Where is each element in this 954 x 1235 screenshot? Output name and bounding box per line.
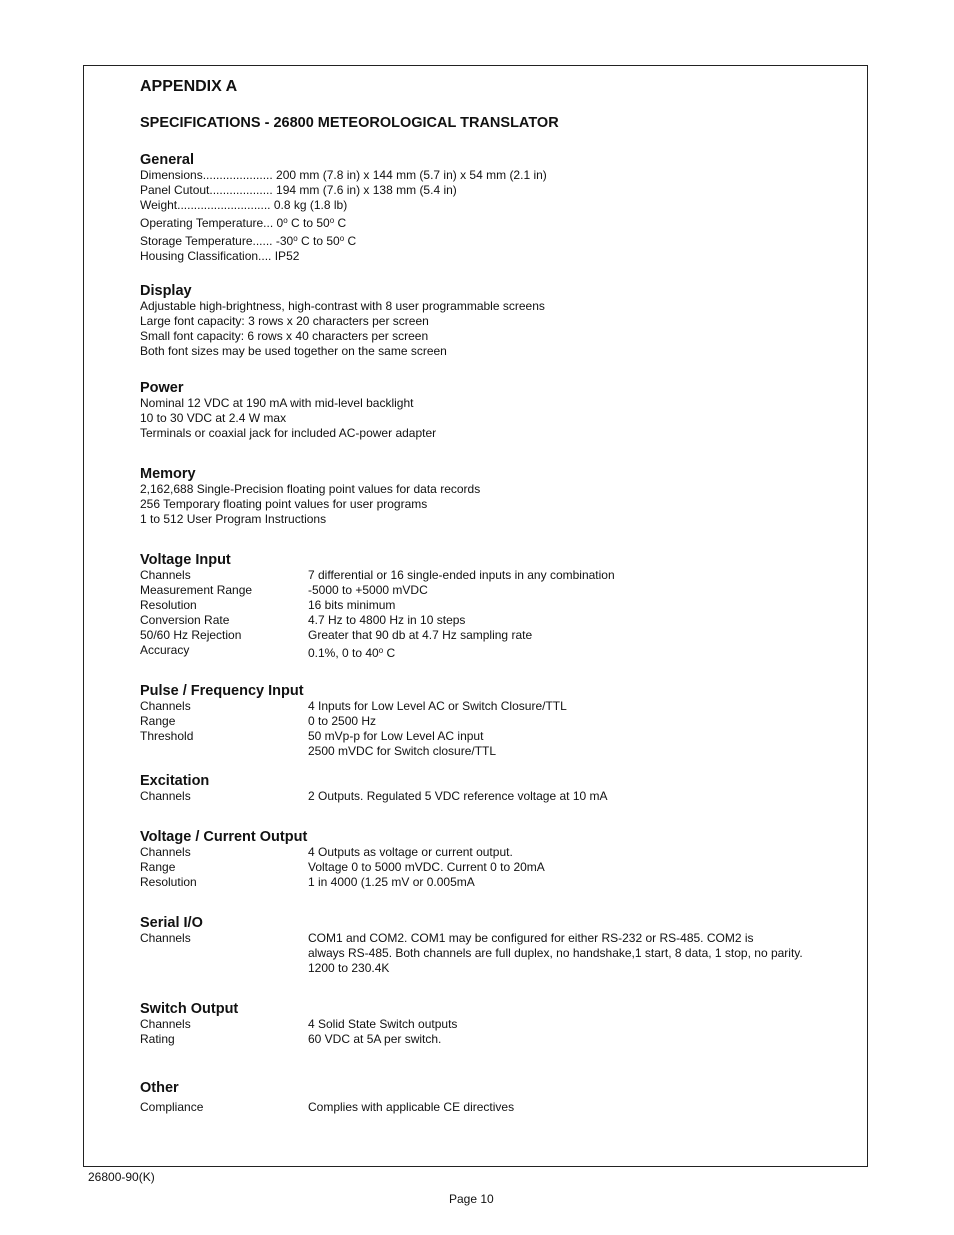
spec-label: Accuracy: [140, 643, 190, 657]
spec-value-line: 4.7 Hz to 4800 Hz in 10 steps: [308, 613, 466, 627]
spec-value: [308, 729, 828, 759]
spec-line: Small font capacity: 6 rows x 40 characters per screen: [140, 329, 429, 343]
section-heading: Switch Output: [140, 1001, 239, 1017]
spec-value: [308, 1017, 828, 1032]
spec-value: [308, 1032, 828, 1047]
spec-line: 10 to 30 VDC at 2.4 W max: [140, 411, 287, 425]
section-heading: Serial I/O: [140, 915, 203, 931]
spec-value-line: 50 mVp-p for Low Level AC input: [308, 729, 484, 743]
spec-line: Adjustable high-brightness, high-contrast with 8 user programmable screens: [140, 299, 545, 313]
spec-line: Both font sizes may be used together on the same screen: [140, 344, 447, 358]
spec-line: Large font capacity: 3 rows x 20 characters per screen: [140, 314, 429, 328]
spec-value-line: 7 differential or 16 single-ended inputs in any combination: [308, 568, 615, 582]
lines-list: [140, 299, 840, 359]
section-heading: Voltage Input: [140, 552, 231, 568]
spec-row: [140, 875, 840, 890]
page-number: Page 10: [449, 1192, 494, 1206]
spec-value-line: 4 Solid State Switch outputs: [308, 1017, 458, 1031]
spec-label: Channels: [140, 789, 191, 803]
lines-list: [140, 396, 840, 441]
rows-list: [140, 845, 840, 890]
section-heading: Voltage / Current Output: [140, 829, 308, 845]
document-code: 26800-90(K): [88, 1170, 155, 1184]
section-heading: Excitation: [140, 773, 210, 789]
spec-row: [140, 568, 840, 583]
spec-value-line: 1200 to 230.4K: [308, 961, 390, 975]
spec-label: Channels: [140, 699, 191, 713]
spec-label: 50/60 Hz Rejection: [140, 628, 242, 642]
rows-list: [140, 568, 840, 661]
spec-row: [140, 789, 840, 804]
section-pulse-input: [140, 683, 840, 759]
spec-value: [308, 875, 828, 890]
spec-line: Panel Cutout................... 194 mm (7.6 in) x 138 mm (5.4 in): [140, 183, 457, 197]
spec-row: [140, 1032, 840, 1047]
spec-line: Weight............................ 0.8 kg (1.8 lb): [140, 198, 348, 212]
spec-label: Conversion Rate: [140, 613, 230, 627]
spec-value: [308, 714, 828, 729]
section-heading: Pulse / Frequency Input: [140, 683, 304, 699]
rows-list: [140, 931, 840, 976]
section-memory: [140, 466, 840, 527]
section-other: [140, 1080, 840, 1115]
appendix-title: APPENDIX A: [140, 78, 238, 95]
section-heading: Other: [140, 1080, 179, 1096]
spec-value: [308, 845, 828, 860]
spec-value: [308, 699, 828, 714]
spec-row: [140, 613, 840, 628]
spec-row: [140, 845, 840, 860]
spec-line: Nominal 12 VDC at 190 mA with mid-level backlight: [140, 396, 414, 410]
spec-value: [308, 598, 828, 613]
spec-row: [140, 860, 840, 875]
spec-label: Channels: [140, 568, 191, 582]
spec-value: [308, 628, 828, 643]
spec-label: Channels: [140, 845, 191, 859]
section-excitation: [140, 773, 840, 804]
lines-list: [140, 168, 840, 264]
spec-label: Resolution: [140, 875, 197, 889]
spec-label: Channels: [140, 931, 191, 945]
spec-value-line: 2 Outputs. Regulated 5 VDC reference voltage at 10 mA: [308, 789, 608, 803]
spec-value: [308, 643, 828, 661]
spec-label: Channels: [140, 1017, 191, 1031]
spec-line: 1 to 512 User Program Instructions: [140, 512, 327, 526]
spec-row: [140, 598, 840, 613]
spec-row: [140, 1017, 840, 1032]
spec-row: [140, 714, 840, 729]
spec-value-line: Complies with applicable CE directives: [308, 1100, 515, 1114]
spec-label: Rating: [140, 1032, 175, 1046]
spec-label: Threshold: [140, 729, 194, 743]
spec-line: 256 Temporary floating point values for user programs: [140, 497, 428, 511]
section-serial-io: [140, 915, 840, 976]
spec-value-line: 0 to 2500 Hz: [308, 714, 377, 728]
spec-row: [140, 1100, 840, 1115]
spec-line: Terminals or coaxial jack for included AC-power adapter: [140, 426, 437, 440]
spec-value-line: 4 Outputs as voltage or current output.: [308, 845, 513, 859]
spec-value: [308, 1100, 828, 1115]
spec-row: [140, 699, 840, 714]
spec-line: Dimensions..................... 200 mm (7.8 in) x 144 mm (5.7 in) x 54 mm (2.1 in): [140, 168, 547, 182]
section-power: [140, 380, 840, 441]
spec-value: [308, 583, 828, 598]
spec-value-line: COM1 and COM2. COM1 may be configured for either RS-232 or RS-485. COM2 is: [308, 931, 754, 945]
spec-row: [140, 583, 840, 598]
spec-value: [308, 613, 828, 628]
section-heading: Display: [140, 283, 192, 299]
section-heading: Memory: [140, 466, 196, 482]
spec-label: Measurement Range: [140, 583, 253, 597]
section-display: [140, 283, 840, 359]
spec-row: [140, 643, 840, 661]
spec-value: [308, 931, 828, 976]
spec-value-line: 4 Inputs for Low Level AC or Switch Closure/TTL: [308, 699, 567, 713]
spec-value-line: 0.1%, 0 to 40$^o$ C: [308, 646, 396, 660]
spec-value-line: 2500 mVDC for Switch closure/TTL: [308, 744, 497, 758]
rows-list: [140, 1017, 840, 1047]
spec-value-line: Voltage 0 to 5000 mVDC. Current 0 to 20mA: [308, 860, 545, 874]
rows-list: [140, 1100, 840, 1115]
spec-title: SPECIFICATIONS - 26800 METEOROLOGICAL TRANSLATOR: [140, 115, 559, 131]
spec-value-line: 16 bits minimum: [308, 598, 396, 612]
section-heading: Power: [140, 380, 184, 396]
spec-row: [140, 729, 840, 759]
spec-line: 2,162,688 Single-Precision floating point values for data records: [140, 482, 481, 496]
rows-list: [140, 699, 840, 759]
spec-label: Range: [140, 860, 176, 874]
spec-value-line: -5000 to +5000 mVDC: [308, 583, 428, 597]
section-voltage-input: [140, 552, 840, 661]
spec-row: [140, 931, 840, 976]
spec-value-line: always RS-485. Both channels are full duplex, no handshake,1 start, 8 data, 1 stop, no parity.: [308, 946, 803, 960]
section-general: [140, 152, 840, 264]
spec-label: Compliance: [140, 1100, 204, 1114]
spec-label: Range: [140, 714, 176, 728]
spec-line: Housing Classification.... IP52: [140, 249, 300, 263]
section-vc-output: [140, 829, 840, 890]
section-heading: General: [140, 152, 194, 168]
spec-value: [308, 860, 828, 875]
spec-value-line: Greater that 90 db at 4.7 Hz sampling rate: [308, 628, 533, 642]
section-switch-output: [140, 1001, 840, 1047]
spec-line: Operating Temperature... 0$^o$ C to 50$^o$ C: [140, 216, 347, 230]
spec-value-line: 1 in 4000 (1.25 mV or 0.005mA: [308, 875, 475, 889]
lines-list: [140, 482, 840, 527]
spec-label: Resolution: [140, 598, 197, 612]
spec-value-line: 60 VDC at 5A per switch.: [308, 1032, 442, 1046]
spec-value: [308, 568, 828, 583]
rows-list: [140, 789, 840, 804]
spec-line: Storage Temperature...... -30$^o$ C to 50$^o$ C: [140, 234, 357, 248]
spec-value: [308, 789, 828, 804]
spec-row: [140, 628, 840, 643]
